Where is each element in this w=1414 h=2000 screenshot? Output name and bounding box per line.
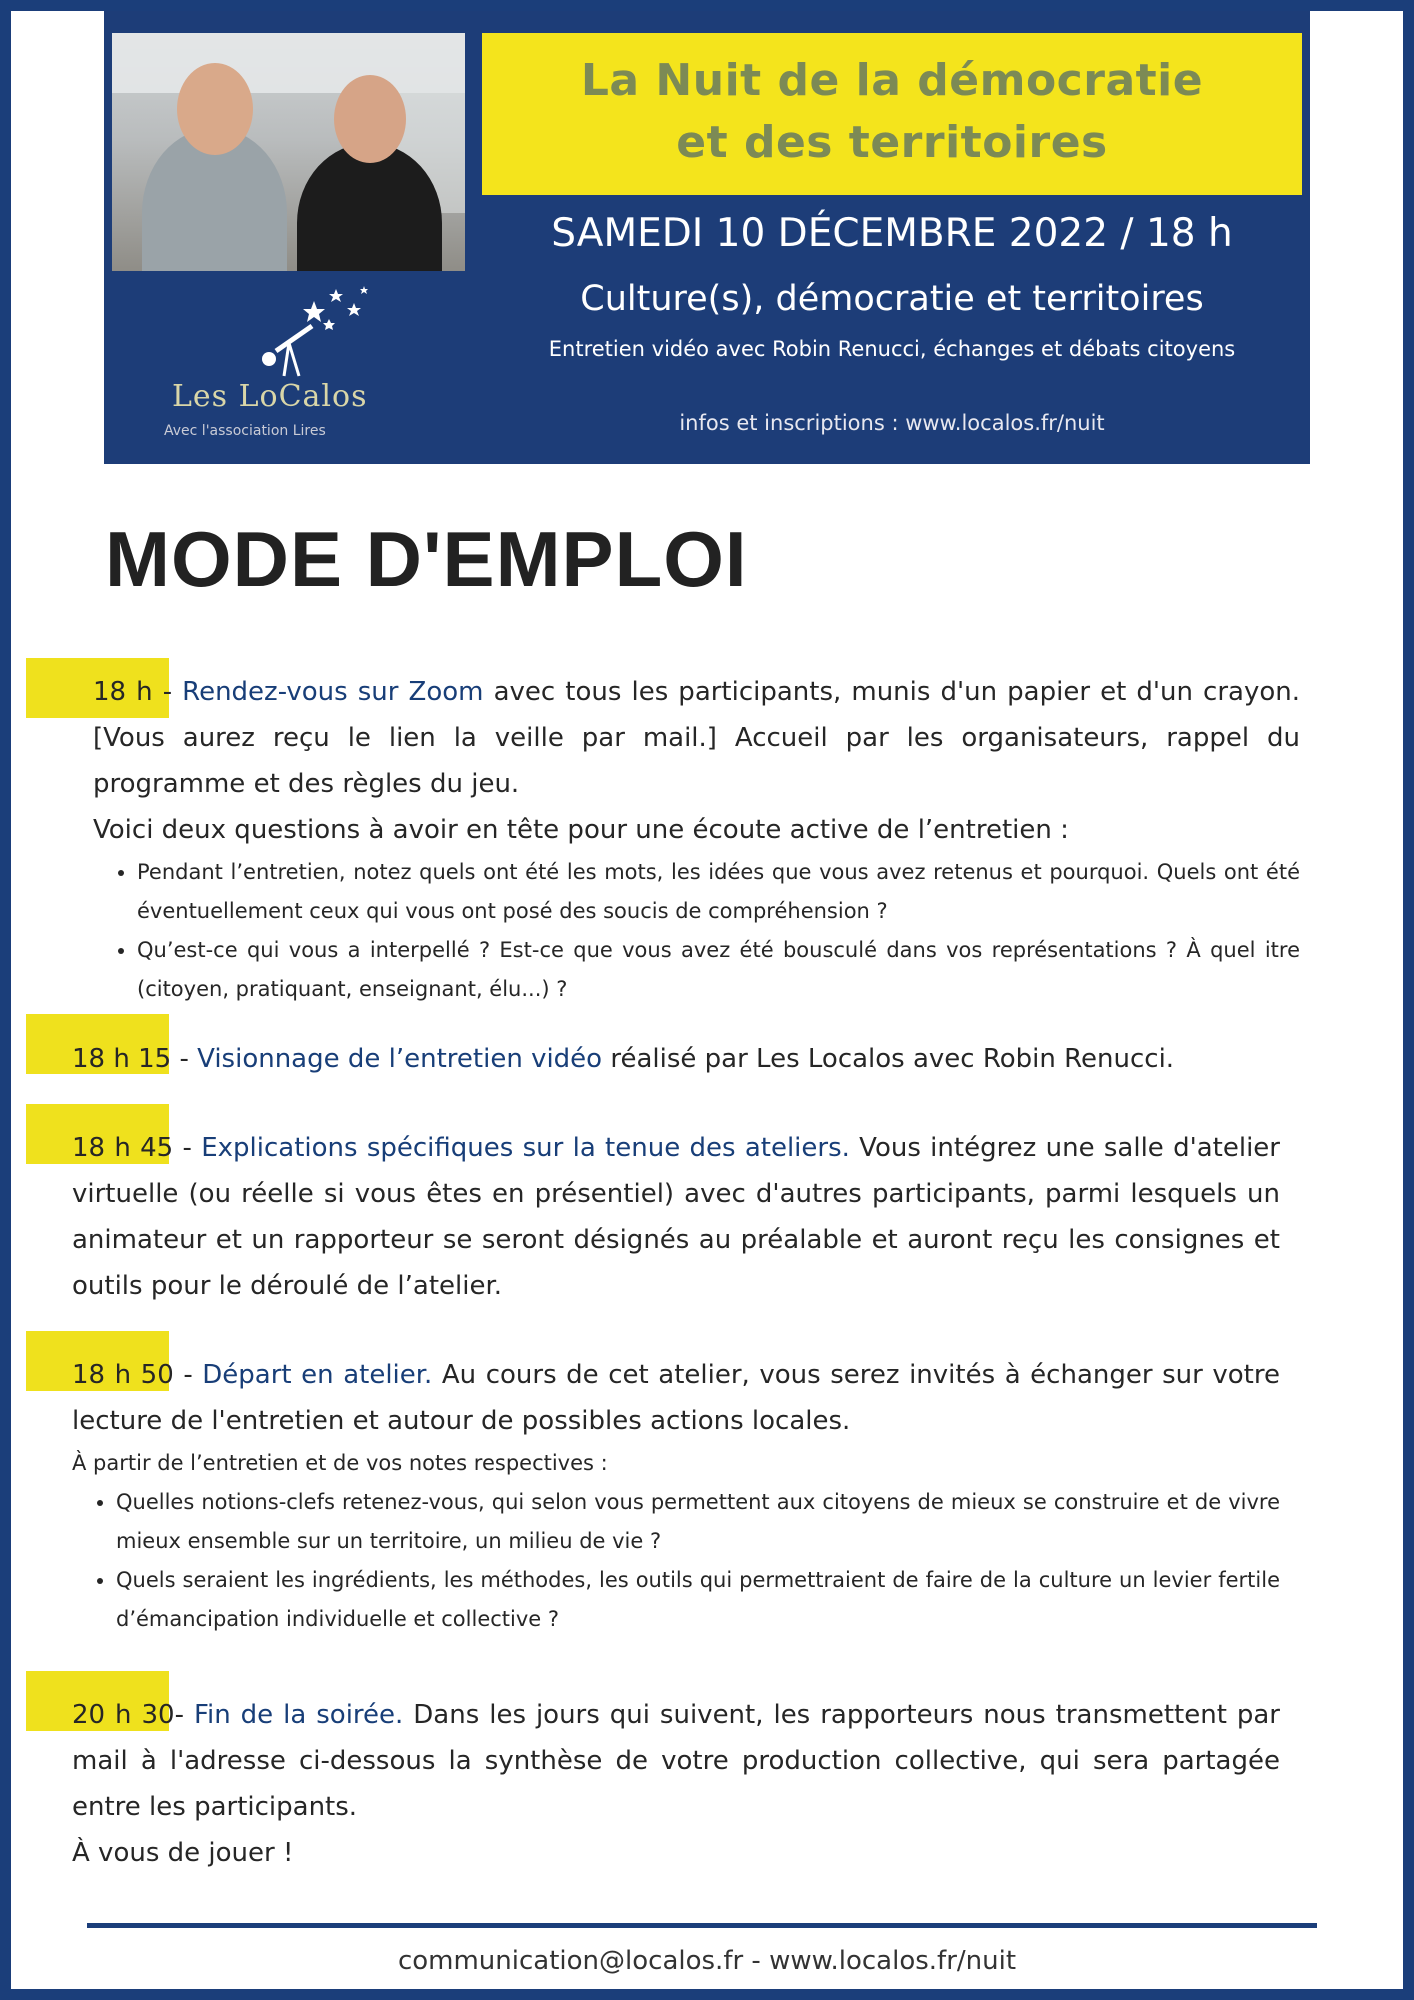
footer-divider (87, 1923, 1317, 1928)
list-item: • Quelles notions-clefs retenez-vous, qui selon vous permettent aux citoyens de mieux se construire et de vivre mieux ensemble sur un territoire, un milieu de vie ? (116, 1483, 1280, 1561)
section-subject: Départ en atelier. (202, 1360, 433, 1390)
section-time: 18 h 15 (72, 1044, 172, 1074)
logo-text: Les LoCalos (172, 379, 368, 414)
section-subject: Explications spécifiques sur la tenue des ateliers. (201, 1133, 850, 1163)
speakers-photo (112, 33, 465, 271)
section-separator: - (171, 1044, 198, 1074)
schedule-section-1845 (72, 1125, 1280, 1309)
page-title: MODE D'EMPLOI (105, 515, 748, 603)
section-time: 20 h 30 (72, 1700, 175, 1730)
section-text: Au cours de cet atelier, vous serez invités à échanger sur votre lecture de l'entretien et autour de possibles actions locales. (72, 1360, 1280, 1436)
list-item: • Pendant l’entretien, notez quels ont été les mots, les idées que vous avez retenus et pourquoi. Quels ont été éventuellement ceux qui vous ont posé des soucis de compréhension ? (137, 853, 1300, 931)
section-separator: - (152, 677, 183, 707)
section-time: 18 h 50 (72, 1360, 174, 1390)
schedule-section-1850 (72, 1352, 1280, 1639)
schedule-section-2030 (72, 1692, 1280, 1876)
closing-text: À vous de jouer ! (72, 1838, 294, 1868)
schedule-section-1815 (72, 1036, 1300, 1082)
section-separator: - (174, 1700, 194, 1730)
section-time: 18 h 45 (72, 1133, 174, 1163)
event-title-line2: et des territoires (676, 117, 1108, 168)
section-subject: Fin de la soirée. (193, 1700, 404, 1730)
event-title-line1: La Nuit de la démocratie (580, 55, 1204, 106)
list-item: • Quels seraient les ingrédients, les méthodes, les outils qui permettraient de faire de la culture un levier fertile d’émancipation individuelle et collective ? (116, 1561, 1280, 1639)
event-info-link[interactable]: infos et inscriptions : www.localos.fr/nuit (679, 411, 1105, 435)
section-subject: Visionnage de l’entretien vidéo (197, 1044, 603, 1074)
event-subtitle: Culture(s), démocratie et territoires (580, 279, 1204, 319)
telescope-stars-icon (164, 281, 394, 381)
localos-logo (164, 281, 394, 439)
event-title-box (482, 33, 1302, 195)
section-separator: - (173, 1133, 202, 1163)
event-banner (104, 11, 1310, 464)
event-description: Entretien vidéo avec Robin Renucci, échanges et débats citoyens (548, 337, 1236, 361)
event-date: SAMEDI 10 DÉCEMBRE 2022 / 18 h (551, 211, 1233, 256)
section-subject: Rendez-vous sur Zoom (182, 677, 484, 707)
section-time: 18 h (93, 677, 153, 707)
section-text: Dans les jours qui suivent, les rapporteurs nous transmettent par mail à l'adresse ci-dessous la synthèse de votre production collective, qui sera partagée entre les participants. (72, 1700, 1280, 1822)
section-intro: À partir de l’entretien et de vos notes respectives : (72, 1451, 608, 1475)
list-item: • Qu’est-ce qui vous a interpellé ? Est-ce que vous avez été bousculé dans vos représentations ? À quel itre (citoyen, pratiquant, enseignant, élu...) ? (137, 931, 1300, 1009)
section-text: réalisé par Les Localos avec Robin Renucci. (602, 1044, 1175, 1074)
section-text: avec tous les participants, munis d'un papier et d'un crayon. [Vous aurez reçu le lien la veille par mail.] Accueil par les organisateurs, rappel du programme et des règles du jeu. (93, 677, 1300, 799)
section-text: Vous intégrez une salle d'atelier virtuelle (ou réelle si vous êtes en présentiel) avec d'autres participants, parmi lesquels un animateur et un rapporteur se seront désignés au préalable et auront reçu les consignes et outils pour le déroulé de l’atelier. (72, 1133, 1280, 1301)
section-separator: - (173, 1360, 203, 1390)
logo-subtitle: Avec l'association Lires (164, 423, 326, 439)
section-intro: Voici deux questions à avoir en tête pour une écoute active de l’entretien : (93, 815, 1069, 845)
footer-contact[interactable]: communication@localos.fr - www.localos.fr/nuit (397, 1946, 1017, 1976)
schedule-section-1800 (93, 669, 1300, 1009)
